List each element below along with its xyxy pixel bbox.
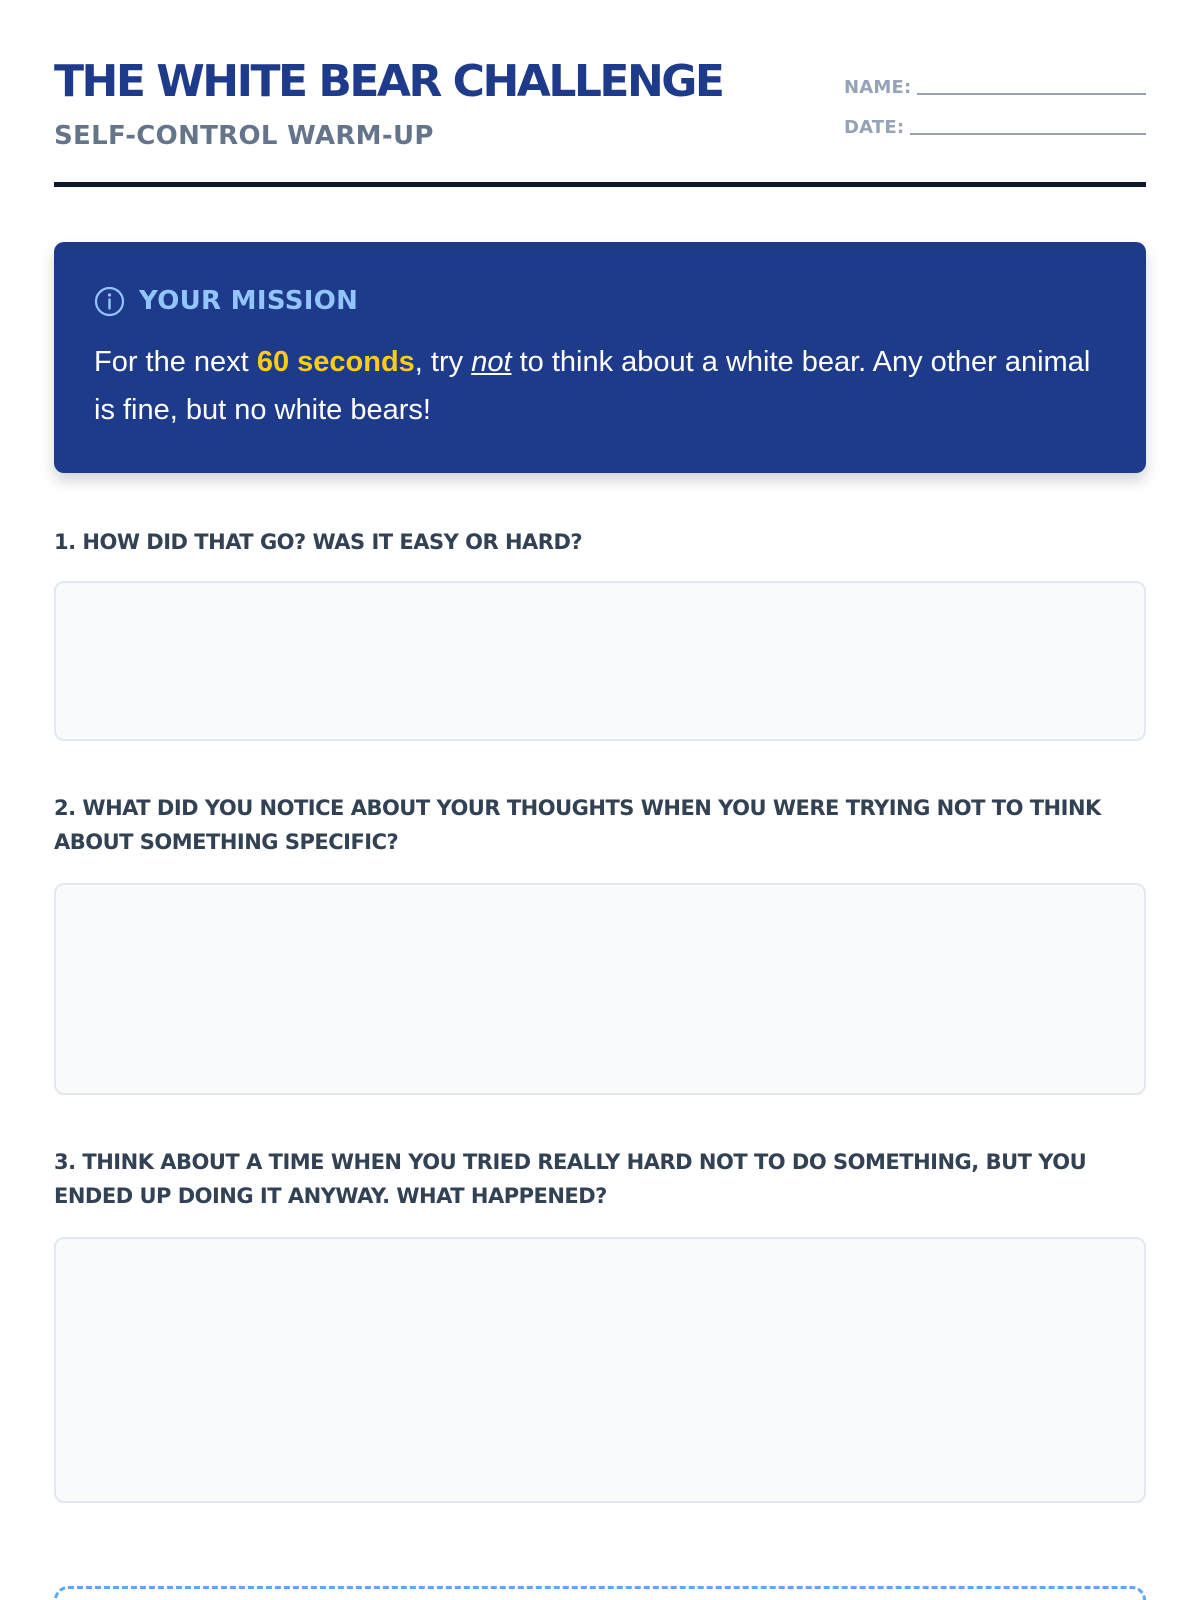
question-1-label: 1. HOW DID THAT GO? WAS IT EASY OR HARD? bbox=[54, 530, 583, 554]
question-1-answer[interactable] bbox=[54, 581, 1146, 741]
mission-text-part3: to think about a white bear. Any other animal is fine, but no white bears! bbox=[94, 346, 1091, 426]
mission-emphasis: not bbox=[471, 346, 512, 378]
name-label: NAME: bbox=[844, 77, 912, 98]
question-3-label: 3. THINK ABOUT A TIME WHEN YOU TRIED REALLY HARD NOT TO DO SOMETHING, BUT YOU ENDED UP DOING IT ANYWAY. WHAT HAPPENED? bbox=[54, 1150, 1087, 1208]
mission-highlight: 60 seconds bbox=[256, 346, 415, 378]
mission-header bbox=[94, 284, 1106, 318]
date-line[interactable] bbox=[910, 133, 1146, 135]
mission-text-part1: For the next bbox=[94, 346, 257, 378]
mission-card bbox=[54, 242, 1146, 473]
page-subtitle: SELF-CONTROL WARM-UP bbox=[54, 121, 434, 151]
mission-text-part2: , try bbox=[414, 346, 472, 378]
question-2-answer[interactable] bbox=[54, 883, 1146, 1095]
date-row bbox=[844, 114, 1146, 138]
mission-text bbox=[94, 338, 1106, 434]
mission-title: YOUR MISSION bbox=[139, 286, 359, 316]
info-icon bbox=[94, 286, 125, 317]
question-2-label: 2. WHAT DID YOU NOTICE ABOUT YOUR THOUGHTS WHEN YOU WERE TRYING NOT TO THINK ABOUT SOMETHING SPECIFIC? bbox=[54, 796, 1101, 854]
question-3-answer[interactable] bbox=[54, 1237, 1146, 1503]
page-title: THE WHITE BEAR CHALLENGE bbox=[54, 56, 723, 107]
date-label: DATE: bbox=[844, 117, 905, 138]
name-row bbox=[844, 74, 1146, 98]
header bbox=[54, 0, 1146, 187]
dashed-section-box bbox=[54, 1586, 1146, 1600]
name-line[interactable] bbox=[917, 93, 1146, 95]
title-block bbox=[54, 58, 722, 152]
name-date-block bbox=[844, 58, 1146, 154]
